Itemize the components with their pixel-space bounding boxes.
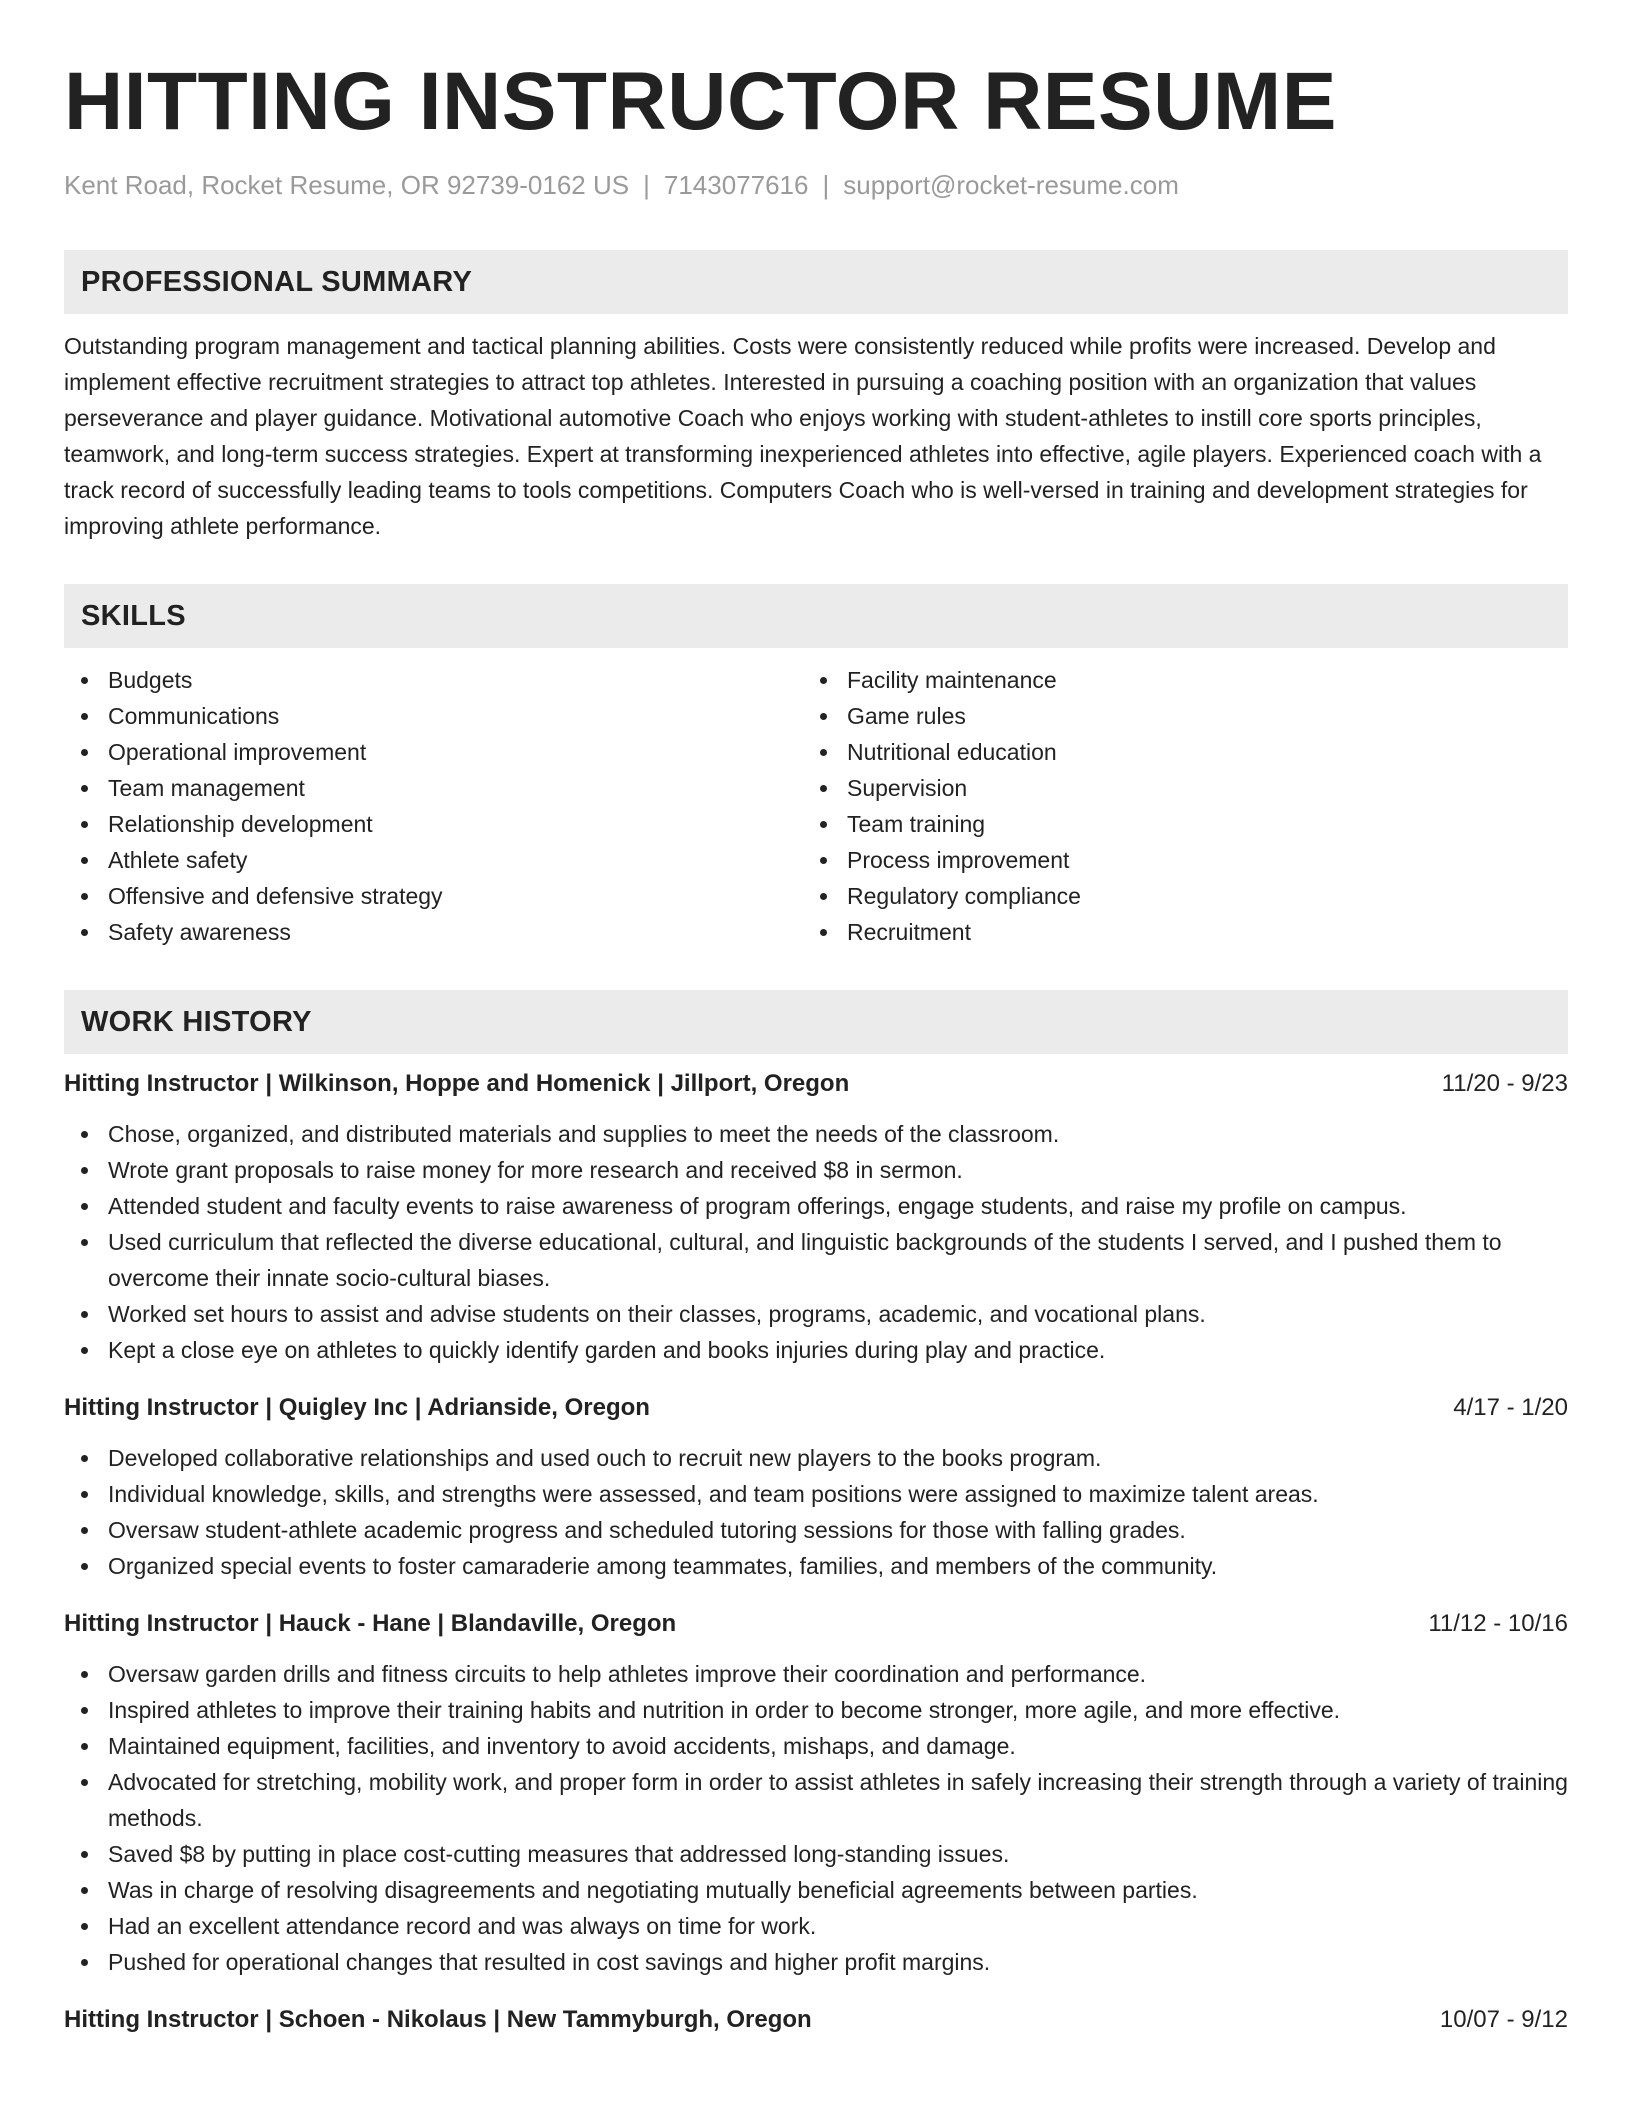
job-duty: Chose, organized, and distributed materials and supplies to meet the needs of the classroom. [64,1116,1568,1152]
skill-item: Budgets [64,662,816,698]
skill-item: Supervision [816,770,1568,806]
skill-item: Relationship development [64,806,816,842]
job-duty: Attended student and faculty events to raise awareness of program offerings, engage students, and raise my profile on campus. [64,1188,1568,1224]
job-dates: 11/20 - 9/23 [1441,1070,1568,1097]
job-duty: Organized special events to foster camaraderie among teammates, families, and members of the community. [64,1548,1568,1584]
skill-item: Team management [64,770,816,806]
job-duty: Developed collaborative relationships and used ouch to recruit new players to the books program. [64,1440,1568,1476]
job-header [64,1390,1568,1426]
job-entry [64,1390,1568,1584]
job-title: Hitting Instructor | Hauck - Hane | Blandaville, Oregon [64,1610,677,1637]
job-duty: Had an excellent attendance record and was always on time for work. [64,1908,1568,1944]
job-duty: Worked set hours to assist and advise students on their classes, programs, academic, and vocational plans. [64,1296,1568,1332]
skill-item: Operational improvement [64,734,816,770]
job-duty: Saved $8 by putting in place cost-cutting measures that addressed long-standing issues. [64,1836,1568,1872]
job-dates: 10/07 - 9/12 [1439,2006,1568,2033]
skill-item: Recruitment [816,914,1568,950]
job-duty: Used curriculum that reflected the diverse educational, cultural, and linguistic backgrounds of the students I served, and I pushed them to overcome their innate socio-cultural biases. [64,1224,1568,1296]
summary-heading: PROFESSIONAL SUMMARY [64,250,1568,314]
skill-item: Safety awareness [64,914,816,950]
work-history-heading: WORK HISTORY [64,990,1568,1054]
job-title: Hitting Instructor | Schoen - Nikolaus | New Tammyburgh, Oregon [64,2006,812,2033]
job-dates: 11/12 - 10/16 [1428,1610,1568,1637]
skills-heading: SKILLS [64,584,1568,648]
skill-item: Regulatory compliance [816,878,1568,914]
job-duty: Maintained equipment, facilities, and inventory to avoid accidents, mishaps, and damage. [64,1728,1568,1764]
skill-item: Offensive and defensive strategy [64,878,816,914]
job-duty: Oversaw student-athlete academic progress and scheduled tutoring sessions for those with falling grades. [64,1512,1568,1548]
skill-item: Process improvement [816,842,1568,878]
job-duty: Oversaw garden drills and fitness circuits to help athletes improve their coordination and performance. [64,1656,1568,1692]
skill-item: Communications [64,698,816,734]
skills-column-left [64,662,816,950]
job-entry [64,2002,1568,2038]
job-entry [64,1066,1568,1368]
job-entry [64,1606,1568,1980]
job-duty: Was in charge of resolving disagreements and negotiating mutually beneficial agreements between parties. [64,1872,1568,1908]
job-duty: Pushed for operational changes that resulted in cost savings and higher profit margins. [64,1944,1568,1980]
contact-address: Kent Road, Rocket Resume, OR 92739-0162 US [64,170,630,200]
job-header [64,2002,1568,2038]
job-duty: Individual knowledge, skills, and strengths were assessed, and team positions were assigned to maximize talent areas. [64,1476,1568,1512]
job-title: Hitting Instructor | Quigley Inc | Adrianside, Oregon [64,1394,650,1421]
contact-phone: 7143077616 [663,170,809,200]
job-duty: Advocated for stretching, mobility work, and proper form in order to assist athletes in safely increasing their strength through a variety of training methods. [64,1764,1568,1836]
summary-text: Outstanding program management and tactical planning abilities. Costs were consistently reduced while profits were increased. Develop and implement effective recruitment strategies to attract top athletes. Interested in pursuing a coaching position with an organization that values perseverance and player guidance. Motivational automotive Coach who enjoys working with student-athletes to instill core sports principles, teamwork, and long-term success strategies. Expert at transforming inexperienced athletes into effective, agile players. Experienced coach with a track record of successfully leading teams to tools competitions. Computers Coach who is well-versed in training and development strategies for improving athlete performance. [64,333,1542,539]
resume-title: HITTING INSTRUCTOR RESUME [64,56,1337,147]
job-duty: Inspired athletes to improve their training habits and nutrition in order to become stronger, more agile, and more effective. [64,1692,1568,1728]
contact-separator: | [643,170,650,200]
contact-line [64,168,1568,202]
job-title: Hitting Instructor | Wilkinson, Hoppe and Homenick | Jillport, Oregon [64,1070,850,1097]
skill-item: Nutritional education [816,734,1568,770]
job-dates: 4/17 - 1/20 [1453,1394,1568,1421]
job-duty: Wrote grant proposals to raise money for more research and received $8 in sermon. [64,1152,1568,1188]
job-duties [64,1656,1568,1980]
skill-item: Team training [816,806,1568,842]
skill-item: Game rules [816,698,1568,734]
skills-list [64,662,1568,950]
contact-email: support@rocket-resume.com [843,170,1179,200]
job-header [64,1606,1568,1642]
job-duties [64,1116,1568,1368]
job-duties [64,1440,1568,1584]
contact-separator: | [822,170,830,200]
skill-item: Facility maintenance [816,662,1568,698]
job-header [64,1066,1568,1102]
skills-column-right [816,662,1568,950]
skill-item: Athlete safety [64,842,816,878]
job-duty: Kept a close eye on athletes to quickly identify garden and books injuries during play and practice. [64,1332,1568,1368]
